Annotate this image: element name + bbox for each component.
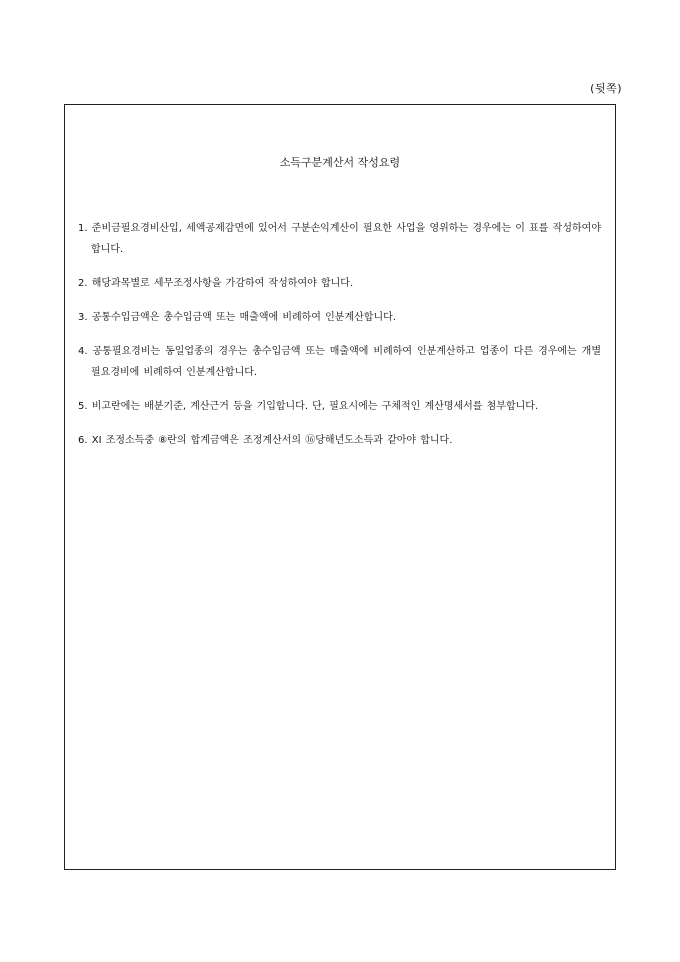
instruction-text: 준비금필요경비산입, 세액공제감면에 있어서 구분손익계산이 필요한 사업을 영위하는 경우에는 이 표를 작성하여야 합니다. [91,223,601,255]
instruction-number: 3. [78,312,88,323]
instruction-text: 공통필요경비는 동일업종의 경우는 총수입금액 또는 매출액에 비례하여 인분계산하고 업종이 다른 경우에는 개별 필요경비에 비례하여 인분계산합니다. [91,346,601,378]
document-title: 소득구분계산서 작성요령 [279,156,401,169]
instruction-number: 6. [78,435,88,446]
instruction-text: XI 조정소득중 ⑧란의 합계금액은 조정계산서의 ⑯당해년도소득과 같아야 합니다. [91,435,453,446]
instruction-item [78,396,601,417]
instruction-number: 1. [78,223,88,234]
instruction-item [78,341,601,383]
instruction-item [78,307,601,328]
instruction-item [78,430,601,451]
instruction-number: 4. [78,346,88,357]
instruction-text: 공통수입금액은 총수입금액 또는 매출액에 비례하여 인분계산합니다. [91,312,396,323]
instruction-item [78,273,601,294]
instruction-number: 2. [78,278,88,289]
instructions-frame [64,104,616,870]
instruction-item [78,218,601,260]
back-side-label: (뒷쪽) [590,82,622,95]
instruction-text: 해당과목별로 세무조정사항을 가감하여 작성하여야 합니다. [91,278,354,289]
instruction-number: 5. [78,401,88,412]
instruction-text: 비고란에는 배분기준, 계산근거 등을 기입합니다. 단, 필요시에는 구체적인 계산명세서를 첨부합니다. [91,401,539,412]
instruction-list [78,218,601,464]
